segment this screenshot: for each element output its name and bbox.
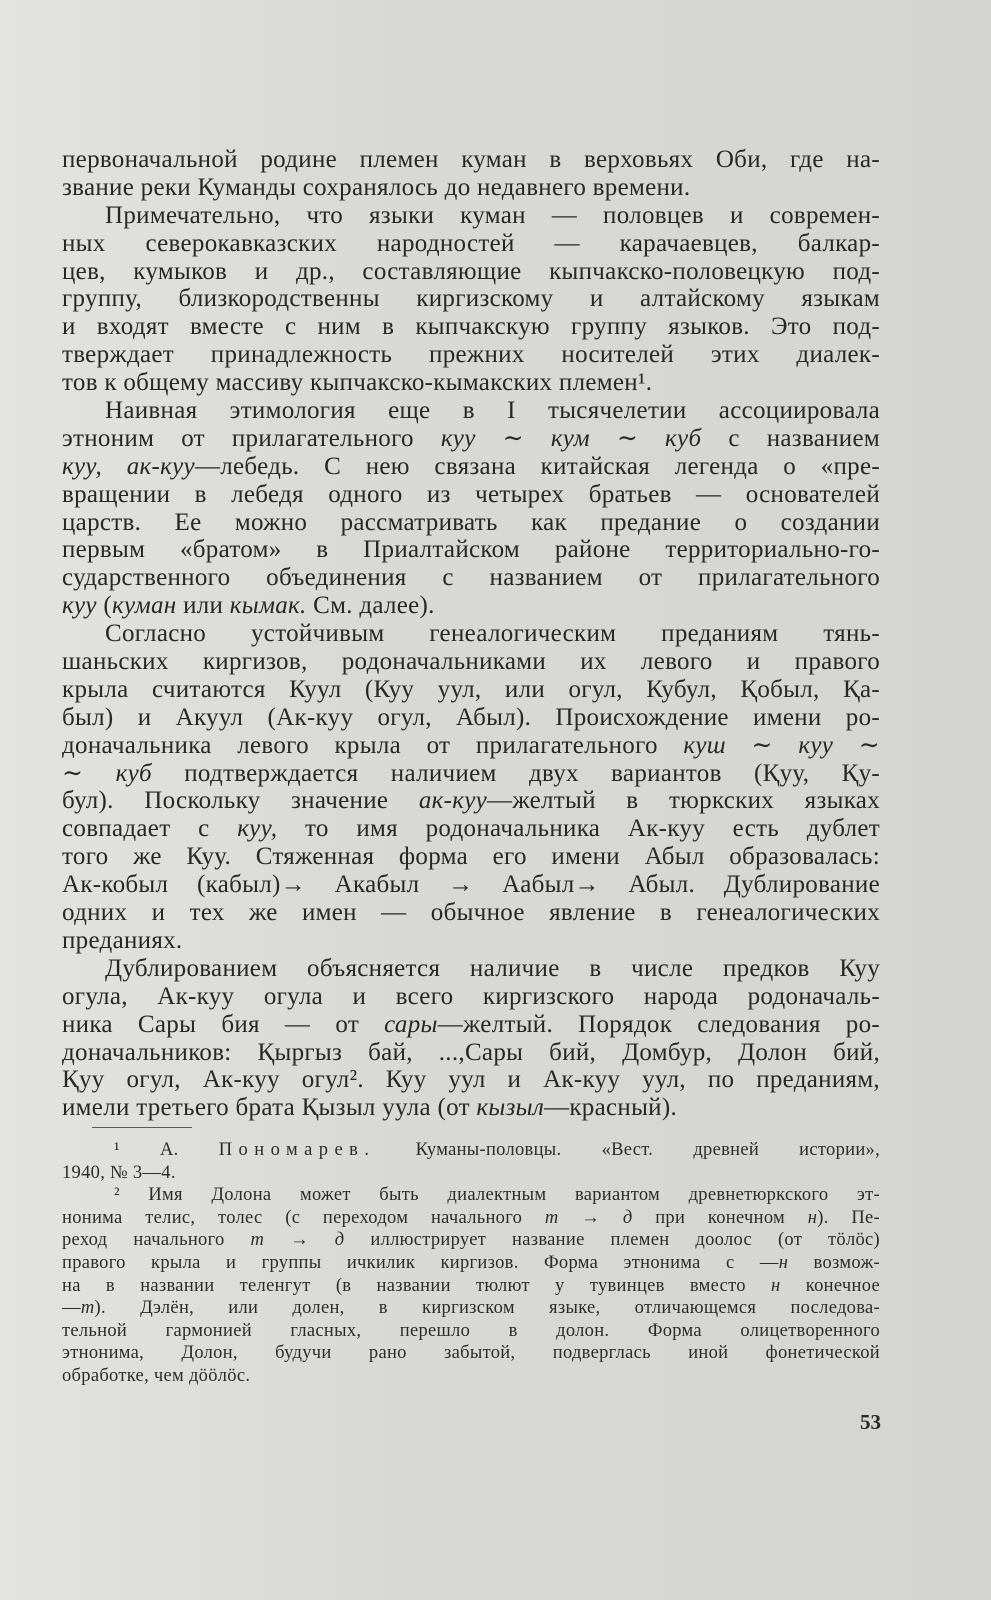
text-line xyxy=(62,453,880,481)
italic-text: т → д xyxy=(544,1207,633,1228)
text-segment: звание реки Куманды сохранялось до недавнего времени. xyxy=(62,173,691,201)
text-line xyxy=(62,927,880,955)
text-segment: при конечном xyxy=(632,1207,808,1228)
text-line xyxy=(62,1252,880,1275)
footnote xyxy=(62,1139,880,1184)
text-line xyxy=(62,258,880,286)
footnote-separator xyxy=(92,1127,192,1128)
italic-text: куу, xyxy=(237,815,278,843)
text-line xyxy=(62,341,880,369)
text-segment: первоначальной родине племен куман в верховьях Оби, где на- xyxy=(62,146,880,173)
text-segment: обработке, чем дӧӧлӧс. xyxy=(62,1365,251,1386)
text-line xyxy=(62,676,880,704)
text-line xyxy=(62,1320,880,1343)
text-segment: преданиях. xyxy=(62,926,183,954)
text-line xyxy=(62,648,880,676)
text-segment: доначальников: Қыргыз бай, ...,Сары бий, Домбур, Долон бий, xyxy=(62,1038,880,1066)
text-line xyxy=(62,369,880,397)
text-segment: группу, близкородственны киргизскому и алтайскому языкам xyxy=(62,285,880,313)
paragraph xyxy=(62,202,880,397)
text-segment: имели третьего брата Қызыл уула (от xyxy=(62,1094,477,1122)
text-segment: одних и тех же имен — обычное явление в генеалогических xyxy=(62,899,880,927)
italic-text: кымак. xyxy=(229,592,307,620)
text-segment: крыла считаются Куул (Куу уул, или огул, Кубул, Қобыл, Қа- xyxy=(62,675,880,703)
text-segment: этноним от прилагательного xyxy=(62,424,441,452)
italic-text: т xyxy=(80,1298,95,1319)
text-line xyxy=(62,1039,880,1067)
text-segment: на в названии теленгут (в названии тюлют у тувинцев вместо xyxy=(62,1275,772,1296)
text-line xyxy=(62,1066,880,1094)
page-number: 53 xyxy=(860,1410,881,1434)
text-segment: Куманы-половцы. «Вест. древней истории», xyxy=(375,1140,880,1160)
footnotes xyxy=(62,1139,880,1388)
text-line xyxy=(62,1011,880,1039)
italic-text: сары xyxy=(384,1010,438,1038)
text-segment: тельной гармонией гласных, перешло в долон. Форма олицетворенного xyxy=(62,1320,880,1341)
text-line xyxy=(62,1275,880,1298)
text-line xyxy=(62,536,880,564)
text-segment: ¹ А. xyxy=(114,1140,219,1160)
text-segment: был) и Акуул (Ак-куу огул, Абыл). Происхождение имени ро- xyxy=(62,703,880,731)
italic-text: ак-куу xyxy=(418,787,488,815)
italic-text: куу xyxy=(62,592,97,620)
text-segment: реход начального xyxy=(62,1230,251,1251)
italic-text: н xyxy=(807,1207,818,1228)
text-line xyxy=(62,564,880,592)
text-segment: —лебедь. С нею связана китайская легенда о «пре- xyxy=(194,452,880,480)
text-segment: того же Куу. Стяженная форма его имени Абыл образовалась: xyxy=(62,843,880,871)
text-segment: этнонима, Долон, будучи рано забытой, подверглась иной фонетической xyxy=(62,1343,880,1364)
text-line xyxy=(62,1207,880,1230)
text-segment: Примечательно, что языки куман — половцев и современ- xyxy=(105,201,880,229)
text-segment: ных северокавказских народностей — карачаевцев, балкар- xyxy=(62,229,880,257)
text-segment: доначальника левого крыла от прилагательного xyxy=(62,731,684,759)
text-line xyxy=(62,955,880,983)
text-line xyxy=(62,1365,880,1388)
text-line xyxy=(62,1162,880,1185)
text-line xyxy=(62,620,880,648)
text-segment: возмож- xyxy=(788,1252,880,1273)
text-segment: и входят вместе с ним в кыпчакскую группу языков. Это под- xyxy=(62,313,880,341)
text-segment: Наивная этимология еще в I тысячелетии ассоциировала xyxy=(105,397,880,425)
text-segment: тов к общему массиву кыпчакско-кымакских племен¹. xyxy=(62,369,653,397)
paragraph xyxy=(62,955,880,1122)
text-segment: цев, кумыков и др., составляющие кыпчакско-половецкую под- xyxy=(62,257,880,285)
text-line xyxy=(62,732,880,760)
text-segment: ). Дэлён, или долен, в киргизском языке, отличающемся последова- xyxy=(94,1298,880,1319)
text-line xyxy=(62,871,880,899)
text-segment: огула, Ак-куу огула и всего киргизского народа родоначаль- xyxy=(62,982,880,1010)
text-line xyxy=(62,983,880,1011)
text-line xyxy=(62,704,880,732)
text-line xyxy=(62,1139,880,1162)
text-line xyxy=(62,202,880,230)
text-segment: шаньских киргизов, родоначальниками их левого и правого xyxy=(62,648,880,676)
text-line xyxy=(62,899,880,927)
text-line xyxy=(62,1094,880,1122)
text-segment: тверждает принадлежность прежних носителей этих диалек- xyxy=(62,341,880,369)
text-line xyxy=(62,760,880,788)
text-segment: или xyxy=(176,592,230,620)
text-line xyxy=(62,1342,880,1365)
italic-text: куман xyxy=(111,592,177,620)
text-segment: Қуу огул, Ак-куу огул². Куу уул и Ак-куу уул, по преданиям, xyxy=(62,1066,880,1094)
text-segment: Дублированием объясняется наличие в числе предков Куу xyxy=(105,954,880,982)
italic-text: н xyxy=(771,1275,781,1296)
text-segment: первым «братом» в Приалтайском районе территориально-го- xyxy=(62,536,880,564)
text-segment: Ак-кобыл (кабыл)→ Акабыл → Аабыл→ Абыл. Дублирование xyxy=(62,871,880,899)
spaced-text: Пономарев. xyxy=(218,1140,376,1160)
text-segment: совпадает с xyxy=(62,815,238,843)
text-segment: конечное xyxy=(780,1275,880,1296)
paragraph xyxy=(62,146,880,202)
text-line xyxy=(62,174,880,202)
italic-text: куш ∼ куу ∼ xyxy=(683,731,880,759)
text-line xyxy=(62,313,880,341)
text-segment: с названием xyxy=(701,424,880,452)
paragraph xyxy=(62,620,880,955)
text-line xyxy=(62,1229,880,1252)
italic-text: ∼ куб xyxy=(62,759,152,787)
text-segment: сударственного объединения с названием от прилагательного xyxy=(62,564,880,592)
text-line xyxy=(62,1184,880,1207)
text-line xyxy=(62,787,880,815)
text-line xyxy=(62,146,880,174)
text-segment: ). Пе- xyxy=(817,1207,880,1228)
text-line xyxy=(62,509,880,537)
text-line xyxy=(62,230,880,258)
text-segment: —желтый в тюркских языках xyxy=(487,787,880,815)
text-segment: —красный). xyxy=(544,1094,678,1122)
text-line xyxy=(62,1297,880,1320)
text-segment: бул). Поскольку значение xyxy=(62,787,419,815)
paragraph xyxy=(62,397,880,620)
text-segment: Согласно устойчивым генеалогическим преданиям тянь- xyxy=(105,620,880,648)
italic-text: кызыл xyxy=(476,1094,545,1122)
text-line xyxy=(62,815,880,843)
text-segment: вращении в лебедя одного из четырех братьев — основателей xyxy=(62,480,880,508)
italic-text: т → д xyxy=(250,1230,345,1251)
text-line xyxy=(62,843,880,871)
text-segment: иллюстрирует название племен доолос (от тӧлӧс) xyxy=(344,1230,880,1251)
text-line xyxy=(62,425,880,453)
footnote xyxy=(62,1184,880,1387)
text-segment: См. далее). xyxy=(306,592,435,620)
text-segment: царств. Ее можно рассматривать как предание о создании xyxy=(62,508,880,536)
text-segment: нонима телис, толес (с переходом начального xyxy=(62,1207,545,1228)
body-text xyxy=(62,146,880,1122)
text-line xyxy=(62,592,880,620)
text-segment: правого крыла и группы ичкилик киргизов. Форма этнонима с — xyxy=(62,1252,779,1273)
italic-text: куу, ак-куу xyxy=(62,452,195,480)
text-segment: 1940, № 3—4. xyxy=(62,1162,176,1183)
text-segment: ( xyxy=(96,592,112,620)
text-line xyxy=(62,397,880,425)
text-segment: то имя родоначальника Ак-куу есть дублет xyxy=(277,815,880,843)
text-segment: ² Имя Долона может быть диалектным вариантом древнетюркского эт- xyxy=(114,1185,880,1206)
italic-text: н xyxy=(778,1252,789,1273)
text-segment: — xyxy=(62,1298,81,1319)
italic-text: куу ∼ кум ∼ куб xyxy=(440,424,702,452)
text-segment: подтверждается наличием двух вариантов (Қуу, Қу- xyxy=(151,759,881,787)
text-segment: ника Сары бия — от xyxy=(62,1010,385,1038)
text-segment: —желтый. Порядок следования ро- xyxy=(437,1010,880,1038)
text-line xyxy=(62,481,880,509)
text-line xyxy=(62,285,880,313)
